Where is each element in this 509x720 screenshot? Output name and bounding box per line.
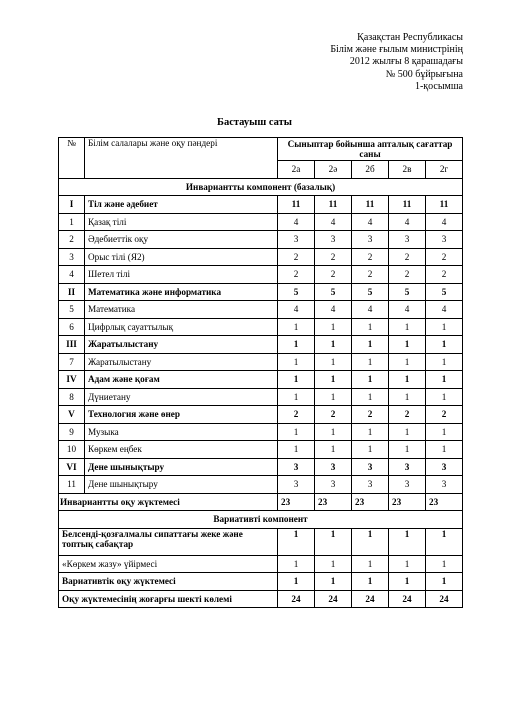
table-row (59, 266, 463, 284)
hours-value: 1 (352, 318, 389, 336)
hours-value: 1 (315, 336, 352, 354)
subject-name: Дене шынықтыру (85, 476, 278, 494)
approval-line: 1-қосымша (414, 80, 463, 92)
hours-value: 1 (352, 555, 389, 573)
hours-value: 4 (278, 301, 315, 319)
hours-value: 1 (278, 573, 315, 591)
hours-value: 11 (389, 196, 426, 214)
hours-value: 1 (352, 573, 389, 591)
hours-value: 5 (426, 283, 463, 301)
hours-value: 1 (426, 441, 463, 459)
subject-name: Дүниетану (85, 388, 278, 406)
hours-value: 1 (315, 353, 352, 371)
subject-name: «Көркем жазу» үйірмесі (59, 555, 278, 573)
table-row (59, 336, 463, 354)
row-number: 10 (59, 441, 85, 459)
hours-value: 2 (426, 266, 463, 284)
subject-name: Белсенді-қозғалмалы сипаттағы жеке және топтық сабақтар (59, 528, 278, 555)
hours-value: 1 (352, 388, 389, 406)
row-number: 6 (59, 318, 85, 336)
hours-value: 24 (278, 590, 315, 608)
row-number: 5 (59, 301, 85, 319)
table-row (59, 528, 463, 555)
hours-value: 11 (352, 196, 389, 214)
row-number: V (59, 406, 85, 424)
table-row (59, 458, 463, 476)
hours-value: 23 (352, 493, 389, 511)
hours-value: 1 (389, 528, 426, 555)
hours-value: 1 (278, 441, 315, 459)
hours-value: 3 (352, 458, 389, 476)
table-row (59, 371, 463, 389)
subject-name: Дене шынықтыру (85, 458, 278, 476)
row-number: 9 (59, 423, 85, 441)
row-number: 3 (59, 248, 85, 266)
grade-header: 2в (389, 161, 426, 179)
grade-header: 2ә (315, 161, 352, 179)
hours-value: 2 (315, 248, 352, 266)
hours-value: 1 (278, 318, 315, 336)
variative-section-header: Вариативті компонент (59, 511, 463, 529)
table-row (59, 353, 463, 371)
table-row (59, 213, 463, 231)
hours-value: 1 (389, 318, 426, 336)
approval-line: Қазақстан Республикасы (357, 32, 463, 43)
hours-value: 11 (426, 196, 463, 214)
hours-value: 4 (426, 301, 463, 319)
hours-value: 2 (315, 406, 352, 424)
hours-value: 23 (315, 493, 352, 511)
table-row (59, 388, 463, 406)
hours-value: 1 (315, 423, 352, 441)
hours-value: 1 (426, 528, 463, 555)
hours-value: 2 (352, 248, 389, 266)
row-number: 7 (59, 353, 85, 371)
approval-line: Білім және ғылым министрінің (330, 44, 463, 56)
subject-name: Шетел тілі (85, 266, 278, 284)
hours-value: 24 (426, 590, 463, 608)
row-number: II (59, 283, 85, 301)
hours-value: 11 (315, 196, 352, 214)
hours-value: 1 (426, 318, 463, 336)
hours-value: 2 (352, 406, 389, 424)
table-row (59, 196, 463, 214)
page-title: Бастауыш саты (217, 117, 292, 128)
table-row (59, 231, 463, 249)
hours-value: 2 (389, 248, 426, 266)
hours-value: 3 (278, 476, 315, 494)
hours-value: 1 (389, 388, 426, 406)
hours-value: 5 (352, 283, 389, 301)
hours-value: 1 (426, 336, 463, 354)
header-weekly-hours: Сыныптар бойынша апталық сағаттар саны (278, 138, 463, 161)
hours-value: 5 (315, 283, 352, 301)
subject-name: Музыка (85, 423, 278, 441)
hours-value: 3 (389, 231, 426, 249)
subject-name: Тіл және әдебиет (85, 196, 278, 214)
hours-value: 2 (315, 266, 352, 284)
hours-value: 2 (278, 248, 315, 266)
row-number: 4 (59, 266, 85, 284)
row-number: III (59, 336, 85, 354)
table-row (59, 423, 463, 441)
grade-header: 2а (278, 161, 315, 179)
hours-value: 1 (352, 528, 389, 555)
hours-value: 1 (426, 573, 463, 591)
hours-value: 1 (352, 423, 389, 441)
subject-name: Математика және информатика (85, 283, 278, 301)
hours-value: 1 (315, 441, 352, 459)
hours-value: 3 (426, 458, 463, 476)
hours-value: 1 (315, 528, 352, 555)
hours-value: 3 (426, 476, 463, 494)
hours-value: 3 (389, 458, 426, 476)
hours-value: 1 (426, 555, 463, 573)
section-row (59, 178, 463, 196)
hours-value: 24 (315, 590, 352, 608)
hours-value: 2 (352, 266, 389, 284)
hours-value: 4 (352, 301, 389, 319)
hours-value: 1 (389, 371, 426, 389)
subject-name: Әдебиеттік оқу (85, 231, 278, 249)
hours-value: 23 (278, 493, 315, 511)
subject-name: Қазақ тілі (85, 213, 278, 231)
table-row (59, 590, 463, 608)
table-row (59, 573, 463, 591)
approval-line: № 500 бұйрығына (385, 68, 463, 80)
hours-value: 4 (426, 213, 463, 231)
hours-value: 1 (315, 555, 352, 573)
curriculum-table (58, 137, 463, 608)
row-number: I (59, 196, 85, 214)
hours-value: 4 (352, 213, 389, 231)
header-subject: Білім салалары және оқу пәндері (85, 138, 278, 179)
table-row (59, 318, 463, 336)
hours-value: 4 (389, 301, 426, 319)
subject-name: Адам және қоғам (85, 371, 278, 389)
row-number: 11 (59, 476, 85, 494)
hours-value: 4 (315, 301, 352, 319)
hours-value: 23 (389, 493, 426, 511)
approval-line: 2012 жылғы 8 қарашадағы (349, 56, 463, 68)
hours-value: 2 (278, 406, 315, 424)
grade-header: 2г (426, 161, 463, 179)
hours-value: 3 (426, 231, 463, 249)
row-number: 2 (59, 231, 85, 249)
hours-value: 5 (278, 283, 315, 301)
hours-value: 1 (389, 336, 426, 354)
hours-value: 1 (315, 573, 352, 591)
hours-value: 1 (426, 423, 463, 441)
row-number: 1 (59, 213, 85, 231)
hours-value: 23 (426, 493, 463, 511)
hours-value: 2 (426, 248, 463, 266)
hours-value: 1 (278, 528, 315, 555)
table-row (59, 476, 463, 494)
subject-name: Цифрлық сауаттылық (85, 318, 278, 336)
hours-value: 1 (352, 441, 389, 459)
hours-value: 24 (389, 590, 426, 608)
hours-value: 1 (389, 353, 426, 371)
hours-value: 1 (315, 318, 352, 336)
hours-value: 1 (352, 371, 389, 389)
subject-name: Орыс тілі (Я2) (85, 248, 278, 266)
hours-value: 4 (315, 213, 352, 231)
approval-note (330, 32, 463, 93)
hours-value: 4 (278, 213, 315, 231)
hours-value: 24 (352, 590, 389, 608)
hours-value: 3 (315, 231, 352, 249)
section-row (59, 511, 463, 529)
row-number: 8 (59, 388, 85, 406)
hours-value: 11 (278, 196, 315, 214)
table-row (59, 555, 463, 573)
hours-value: 3 (389, 476, 426, 494)
hours-value: 2 (278, 266, 315, 284)
hours-value: 1 (389, 573, 426, 591)
hours-value: 1 (389, 441, 426, 459)
hours-value: 1 (278, 423, 315, 441)
subject-name: Вариативтік оқу жүктемесі (59, 573, 278, 591)
hours-value: 3 (315, 476, 352, 494)
table-row (59, 406, 463, 424)
hours-value: 3 (278, 458, 315, 476)
hours-value: 1 (278, 353, 315, 371)
row-number: VI (59, 458, 85, 476)
hours-value: 1 (315, 388, 352, 406)
table-row (59, 283, 463, 301)
invariant-section-header: Инвариантты компонент (базалық) (59, 178, 463, 196)
hours-value: 1 (278, 388, 315, 406)
table-row (59, 248, 463, 266)
hours-value: 1 (315, 371, 352, 389)
hours-value: 5 (389, 283, 426, 301)
hours-value: 2 (389, 266, 426, 284)
total-label: Инвариантты оқу жүктемесі (59, 493, 278, 511)
hours-value: 1 (278, 336, 315, 354)
hours-value: 1 (426, 371, 463, 389)
hours-value: 4 (389, 213, 426, 231)
subject-name: Жаратылыстану (85, 353, 278, 371)
hours-value: 2 (426, 406, 463, 424)
hours-value: 3 (315, 458, 352, 476)
subject-name: Көркем еңбек (85, 441, 278, 459)
hours-value: 3 (352, 231, 389, 249)
subject-name: Оқу жүктемесінің жоғарғы шекті көлемі (59, 590, 278, 608)
table-header-row (59, 138, 463, 161)
hours-value: 1 (426, 388, 463, 406)
hours-value: 3 (278, 231, 315, 249)
header-number: № (59, 138, 85, 179)
hours-value: 2 (389, 406, 426, 424)
subject-name: Математика (85, 301, 278, 319)
hours-value: 1 (352, 336, 389, 354)
hours-value: 1 (278, 371, 315, 389)
grade-header: 2б (352, 161, 389, 179)
hours-value: 3 (352, 476, 389, 494)
hours-value: 1 (426, 353, 463, 371)
table-row (59, 301, 463, 319)
hours-value: 1 (352, 353, 389, 371)
subject-name: Жаратылыстану (85, 336, 278, 354)
hours-value: 1 (278, 555, 315, 573)
hours-value: 1 (389, 423, 426, 441)
row-number: IV (59, 371, 85, 389)
invariant-total-row (59, 493, 463, 511)
table-row (59, 441, 463, 459)
subject-name: Технология және өнер (85, 406, 278, 424)
hours-value: 1 (389, 555, 426, 573)
